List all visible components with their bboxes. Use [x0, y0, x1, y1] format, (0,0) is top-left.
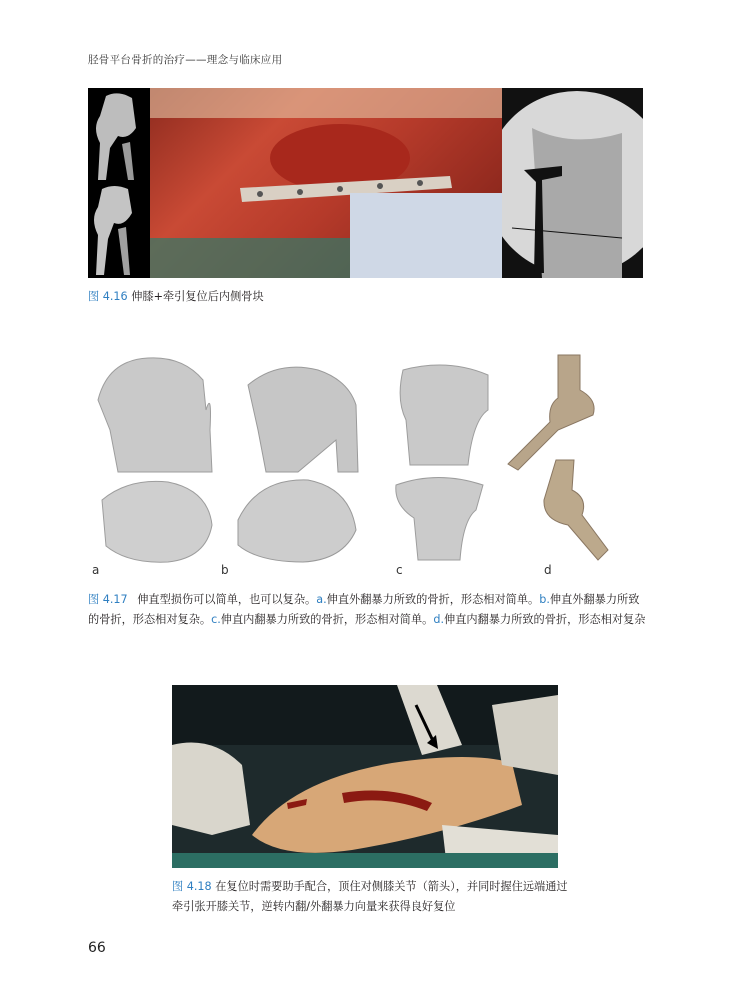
surgical-photo-reduction [172, 685, 558, 868]
page-number: 66 [88, 940, 106, 956]
caption-part-highlight: b. [539, 593, 550, 606]
running-header: 胫骨平台骨折的治疗——理念与临床应用 [88, 54, 283, 66]
caption-part: 伸直内翻暴力所致的骨折，形态相对复杂 [444, 613, 646, 626]
figure-caption-line1: 在复位时需要助手配合，顶住对侧膝关节（箭头），并同时握住远端通过 [215, 880, 568, 893]
bone-model-grid [88, 350, 648, 580]
caption-part: 伸直外翻暴力所致的骨折，形态相对简单。 [326, 593, 540, 606]
fluoroscopy-image [502, 88, 643, 278]
panel-label-a: a [92, 563, 100, 577]
caption-part: 伸直内翻暴力所致的骨折，形态相对简单。 [220, 613, 434, 626]
figure-label: 图 4.17 [88, 593, 128, 606]
figure-caption: 伸膝+牵引复位后内侧骨块 [131, 290, 264, 303]
panel-label-b: b [221, 563, 229, 577]
caption-part-highlight: a. [316, 593, 327, 606]
panel-label-c: c [396, 563, 403, 577]
caption-part: 伸直型损伤可以简单，也可以复杂。 [137, 593, 317, 606]
caption-part-highlight: d. [433, 613, 445, 626]
caption-part: 伸直外翻暴力所致的骨折，形态相对复杂。 [88, 593, 640, 626]
surgical-photo-medial-fragment [150, 88, 502, 278]
panel-label-d: d [544, 563, 552, 577]
figure-label: 图 4.16 [88, 290, 128, 303]
ct-3d-reconstruction-top [88, 88, 150, 183]
figure-label: 图 4.18 [172, 880, 212, 893]
ct-3d-reconstruction-bottom [88, 183, 150, 278]
caption-part-highlight: c. [211, 613, 221, 626]
figure-caption-line2: 牵引张开膝关节，逆转内翻/外翻暴力向量来获得良好复位 [172, 900, 456, 913]
figure-4-17-caption [88, 590, 648, 630]
